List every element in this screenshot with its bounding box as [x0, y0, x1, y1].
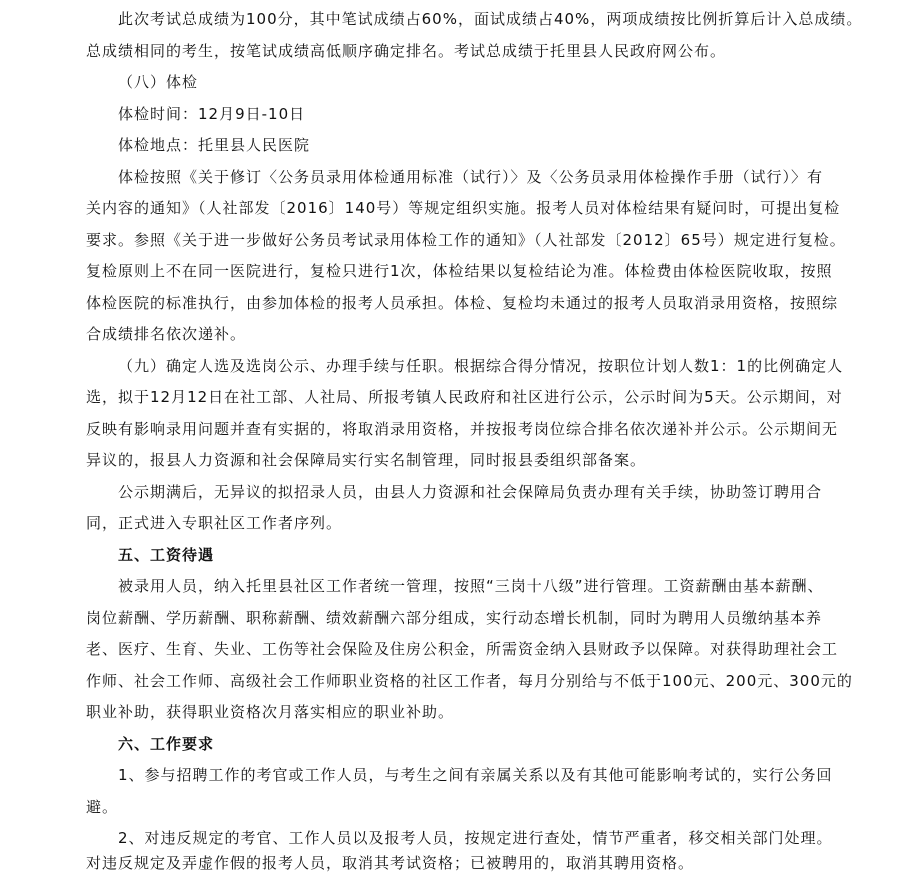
paragraph-line: 被录用人员，纳入托里县社区工作者统一管理，按照“三岗十八级”进行管理。工资薪酬由基本薪酬、 — [118, 577, 824, 595]
paragraph-line: 反映有影响录用问题并查有实据的，将取消录用资格，并按报考岗位综合排名依次递补并公示。公示期间无 — [86, 420, 839, 438]
paragraph-line: 对违反规定及弄虚作假的报考人员，取消其考试资格；已被聘用的，取消其聘用资格。 — [86, 854, 695, 872]
paragraph-line: 1、参与招聘工作的考官或工作人员，与考生之间有亲属关系以及有其他可能影响考试的，实行公务回 — [118, 766, 833, 784]
paragraph-line: 公示期满后，无异议的拟招录人员，由县人力资源和社会保障局负责办理有关手续，协助签订聘用合 — [118, 483, 823, 501]
paragraph-line: 关内容的通知》（人社部发〔2016〕140号）等规定组织实施。报考人员对体检结果有疑问时，可提出复检 — [86, 199, 841, 217]
paragraph-line: 选，拟于12月12日在社工部、人社局、所报考镇人民政府和社区进行公示，公示时间为5天。公示期间，对 — [86, 388, 843, 406]
paragraph-line: 体检地点：托里县人民医院 — [118, 136, 311, 154]
paragraph-line: 合成绩排名依次递补。 — [86, 325, 247, 343]
paragraph-line: 体检时间：12月9日-10日 — [118, 105, 306, 123]
paragraph-line: 此次考试总成绩为100分，其中笔试成绩占60%，面试成绩占40%，两项成绩按比例折算后计入总成绩。 — [118, 10, 863, 28]
paragraph-line: 避。 — [86, 798, 119, 816]
paragraph-line: 要求。参照《关于进一步做好公务员考试录用体检工作的通知》（人社部发〔2012〕65号）规定进行复检。 — [86, 231, 846, 249]
section-subheading: （八）体检 — [118, 73, 199, 91]
section-heading: 六、工作要求 — [118, 735, 215, 753]
paragraph-line: 2、对违反规定的考官、工作人员以及报考人员，按规定进行查处，情节严重者，移交相关部门处理。 — [118, 829, 833, 847]
paragraph-line: 作师、社会工作师、高级社会工作师职业资格的社区工作者，每月分别给与不低于100元、200元、300元的 — [86, 672, 853, 690]
section-heading: 五、工资待遇 — [118, 546, 215, 564]
paragraph-line: 老、医疗、生育、失业、工伤等社会保险及住房公积金，所需资金纳入县财政予以保障。对获得助理社会工 — [86, 640, 839, 658]
paragraph-line: 复检原则上不在同一医院进行，复检只进行1次，体检结果以复检结论为准。体检费由体检医院收取，按照 — [86, 262, 833, 280]
paragraph-line: 职业补助，获得职业资格次月落实相应的职业补助。 — [86, 703, 455, 721]
paragraph-line: 体检医院的标准执行，由参加体检的报考人员承担。体检、复检均未通过的报考人员取消录用资格，按照综 — [86, 294, 839, 312]
paragraph-line: 体检按照《关于修订〈公务员录用体检通用标准（试行）〉及〈公务员录用体检操作手册（试行）〉有 — [118, 168, 824, 186]
paragraph-line: 总成绩相同的考生，按笔试成绩高低顺序确定排名。考试总成绩于托里县人民政府网公布。 — [86, 42, 727, 60]
paragraph-line: （九）确定人选及选岗公示、办理手续与任职。根据综合得分情况，按职位计划人数1：1的比例确定人 — [118, 357, 844, 375]
paragraph-line: 岗位薪酬、学历薪酬、职称薪酬、绩效薪酬六部分组成，实行动态增长机制，同时为聘用人员缴纳基本养 — [86, 609, 823, 627]
paragraph-line: 同，正式进入专职社区工作者序列。 — [86, 514, 343, 532]
paragraph-line: 异议的，报县人力资源和社会保障局实行实名制管理，同时报县委组织部备案。 — [86, 451, 647, 469]
